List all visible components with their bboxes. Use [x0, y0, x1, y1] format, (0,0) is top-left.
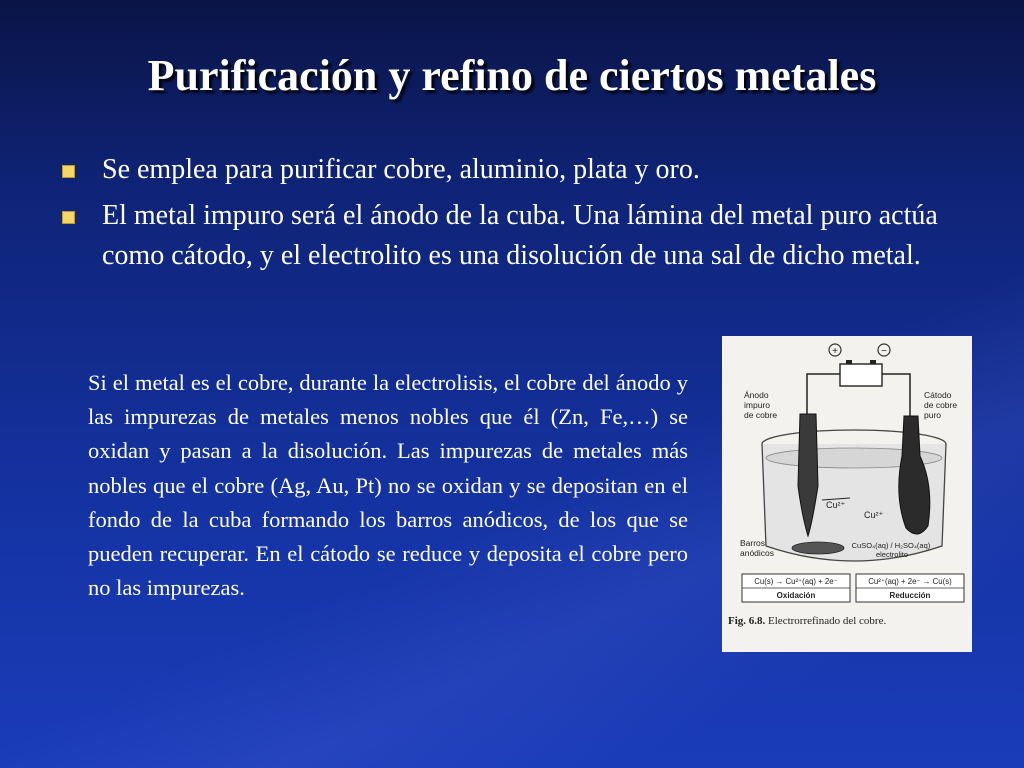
square-bullet-icon	[62, 165, 75, 178]
minus-sign: −	[881, 346, 887, 357]
bullet-text: El metal impuro será el ánodo de la cuba. Una lámina del metal puro actúa como cátodo, y el electrolito es una disolución de una sal de dicho metal.	[102, 200, 938, 271]
bullet-item	[60, 196, 970, 276]
reduction-equation: Cu²⁺(aq) + 2e⁻ → Cu(s)	[868, 577, 952, 586]
reduction-name: Reducción	[889, 591, 931, 600]
figure-caption: Fig. 6.8. Electrorrefinado del cobre.	[728, 615, 887, 627]
sludge-label: Barros anódicos	[740, 538, 775, 558]
bullet-item	[60, 150, 970, 190]
oxidation-name: Oxidación	[776, 591, 816, 600]
electrolyte-label: CuSO₄(aq) / H₂SO₄(aq) electrolito	[851, 541, 931, 559]
square-bullet-icon	[62, 211, 75, 224]
anodic-sludge	[792, 542, 844, 554]
anode-label: Ánodo impuro de cobre	[744, 390, 778, 420]
wire-anode	[807, 374, 840, 416]
cathode-plate	[899, 416, 930, 534]
wire-cathode	[882, 374, 910, 416]
electrorefining-figure	[722, 336, 972, 652]
cu-ion-label: Cu²⁺	[826, 500, 846, 510]
cu-ion-label-2: Cu²⁺	[864, 510, 884, 520]
bullet-text: Se emplea para purificar cobre, aluminio, plata y oro.	[102, 154, 700, 185]
explanation-paragraph: Si el metal es el cobre, durante la electrolisis, el cobre del ánodo y las impurezas de metales menos nobles que él (Zn, Fe,…) se oxidan y pasan a la disolución. Las impurezas de metales más nobles que el cobre (Ag, Au, Pt) no se oxidan y se depositan en el fondo de la cuba formando los barros anódicos, de los que se pueden recuperar. En el cátodo se reduce y deposita el cobre pero no las impurezas.	[88, 370, 688, 601]
electrolysis-diagram	[722, 336, 972, 652]
cathode-label: Cátodo de cobre puro	[924, 390, 958, 420]
slide-title: Purificación y refino de ciertos metales	[147, 51, 877, 100]
plus-sign: +	[832, 346, 838, 357]
oxidation-equation: Cu(s) → Cu²⁺(aq) + 2e⁻	[754, 577, 838, 586]
battery-icon	[840, 364, 882, 386]
bullet-list	[60, 150, 970, 282]
